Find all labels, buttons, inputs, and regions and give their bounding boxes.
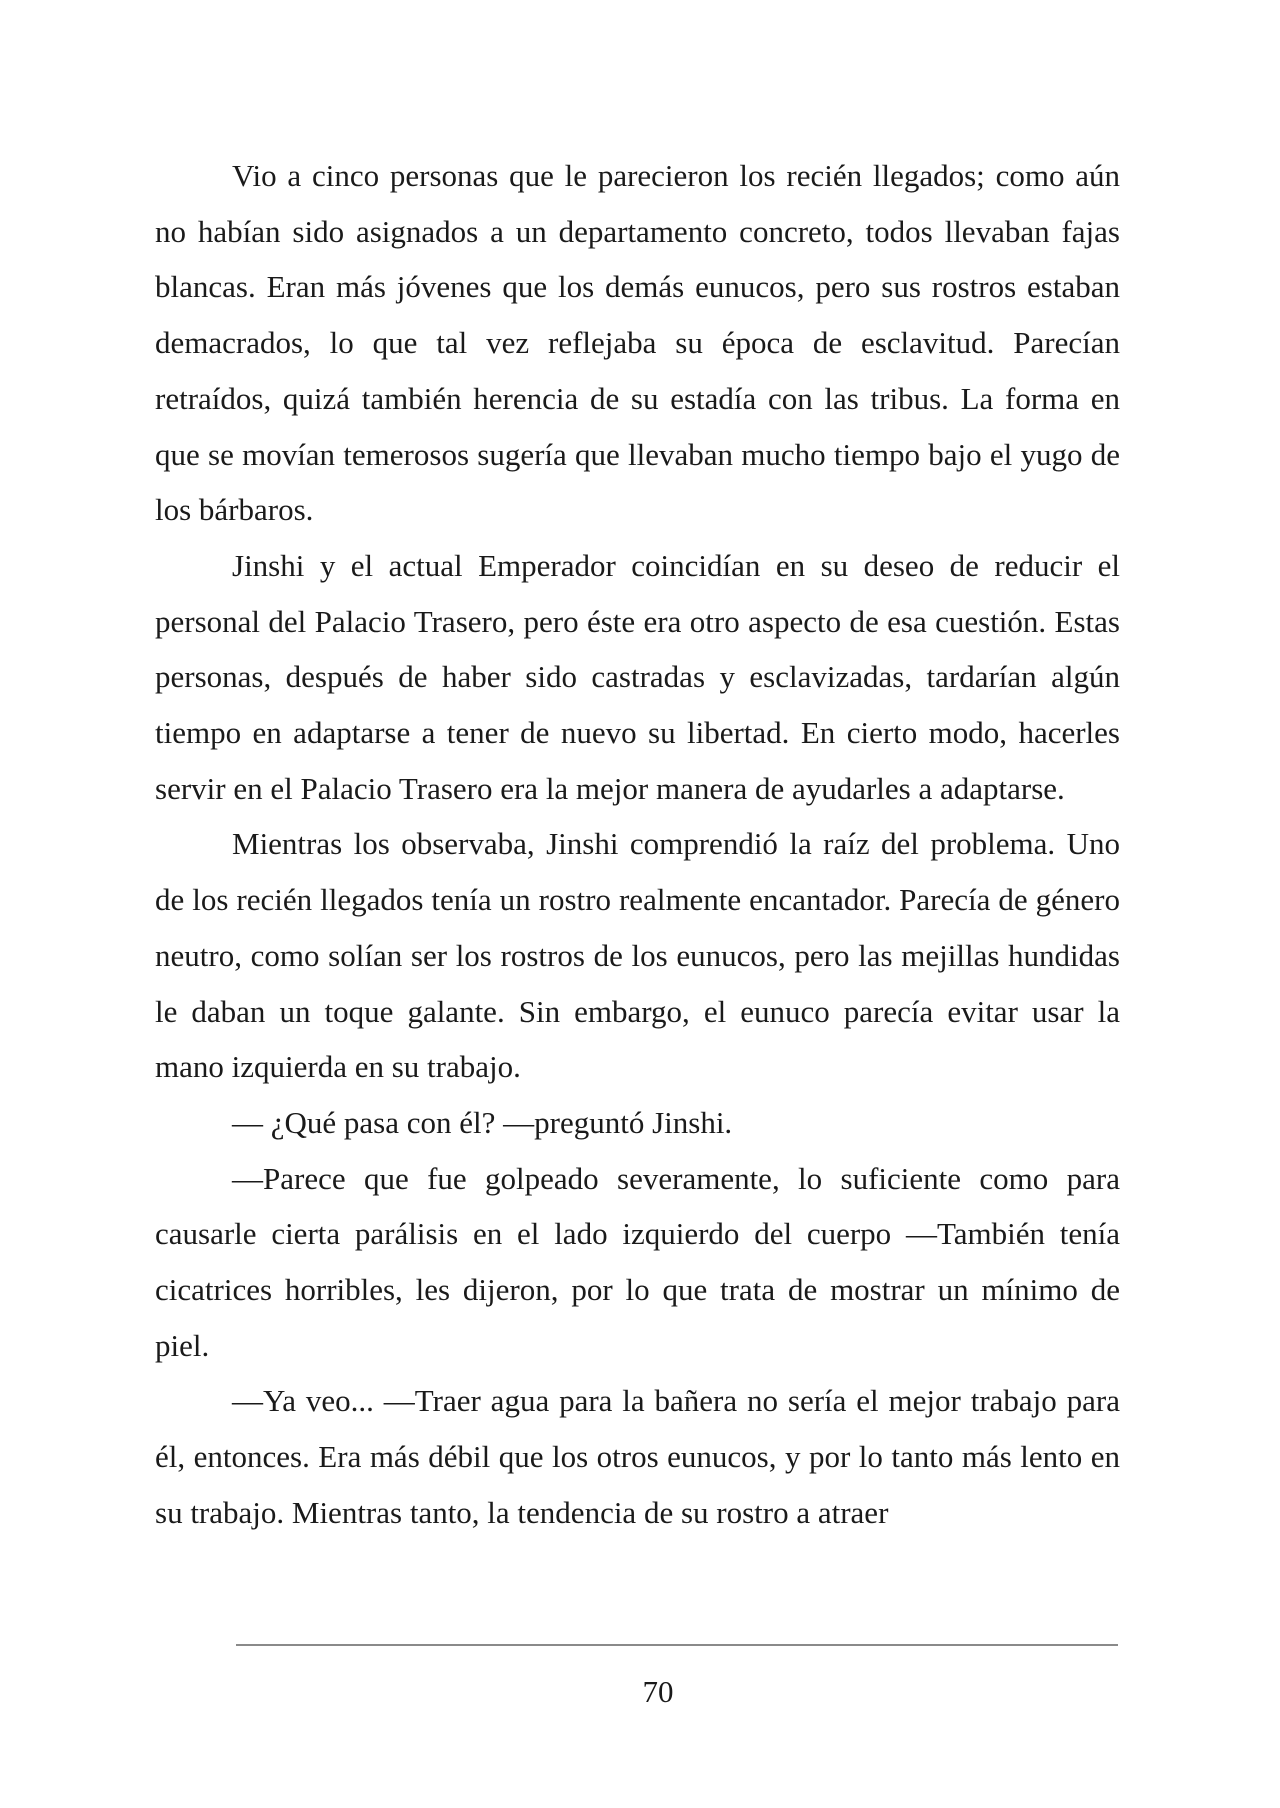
- paragraph: Mientras los observaba, Jinshi comprendió la raíz del problema. Uno de los recién llegados tenía un rostro realmente encantador. Parecía de género neutro, como solían ser los rostros de los eunucos, pero las mejillas hundidas le daban un toque galante. Sin embargo, el eunuco parecía evitar usar la mano izquierda en su trabajo.: [155, 826, 1120, 1085]
- paragraph: — ¿Qué pasa con él? —preguntó Jinshi.: [232, 1104, 733, 1140]
- paragraph: —Parece que fue golpeado severamente, lo suficiente como para causarle cierta parálisis en el lado izquierdo del cuerpo —También tenía cicatrices horribles, les dijeron, por lo que trata de mostrar un mínimo de piel.: [155, 1160, 1120, 1363]
- paragraph: —Ya veo... —Traer agua para la bañera no sería el mejor trabajo para él, entonces. Era más débil que los otros eunucos, y por lo tanto más lento en su trabajo. Mientras tanto, la tendencia de su rostro a atraer: [155, 1383, 1120, 1530]
- paragraph: Jinshi y el actual Emperador coincidían en su deseo de reducir el personal del Palacio Trasero, pero éste era otro aspecto de esa cuestión. Estas personas, después de haber sido castradas y esclavizadas, tardarían algún tiempo en adaptarse a tener de nuevo su libertad. En cierto modo, hacerles servir en el Palacio Trasero era la mejor manera de ayudarles a adaptarse.: [155, 547, 1120, 806]
- paragraph: Vio a cinco personas que le parecieron los recién llegados; como aún no habían sido asignados a un departamento concreto, todos llevaban fajas blancas. Eran más jóvenes que los demás eunucos, pero sus rostros estaban demacrados, lo que tal vez reflejaba su época de esclavitud. Parecían retraídos, quizá también herencia de su estadía con las tribus. La forma en que se movían temerosos sugería que llevaban mucho tiempo bajo el yugo de los bárbaros.: [155, 158, 1120, 528]
- page-number: 70: [642, 1674, 674, 1709]
- body-text: [155, 148, 1120, 1541]
- footer-divider: [236, 1644, 1118, 1646]
